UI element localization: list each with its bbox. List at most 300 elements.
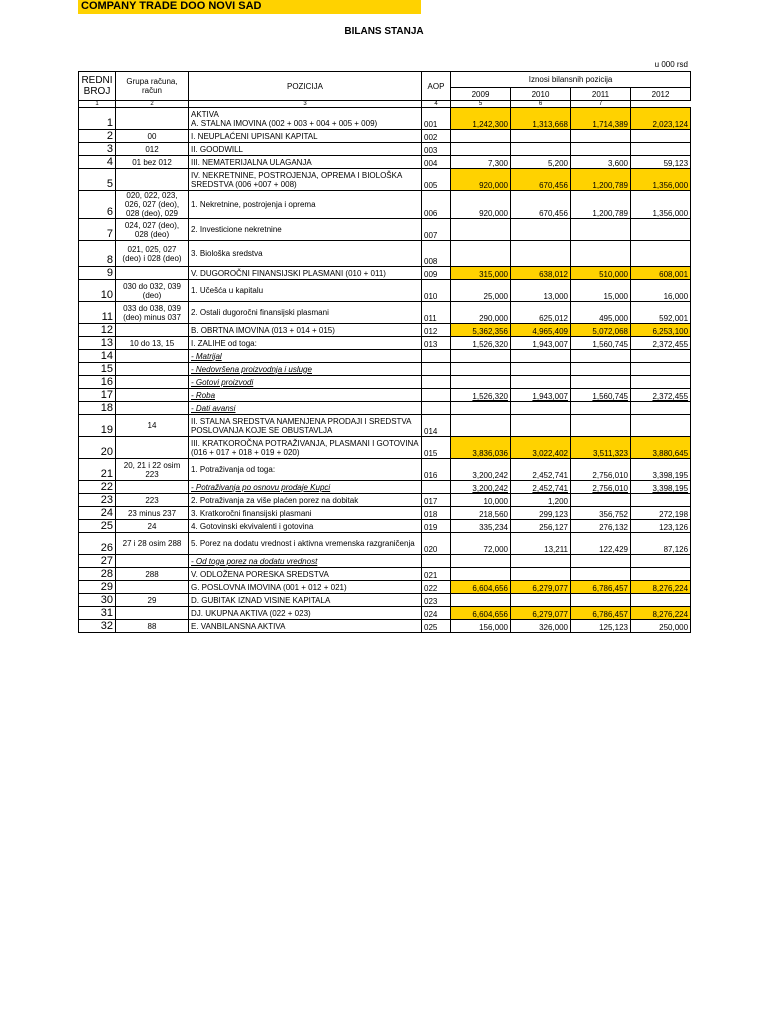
amount-value: 1,200,789 <box>571 191 631 219</box>
row-number: 17 <box>79 389 116 402</box>
amount-value: 920,000 <box>451 191 511 219</box>
amount-value <box>631 350 691 363</box>
amount-value <box>631 594 691 607</box>
row-number: 11 <box>79 302 116 324</box>
row-number: 24 <box>79 507 116 520</box>
row-number: 30 <box>79 594 116 607</box>
amount-value: 3,022,402 <box>511 437 571 459</box>
position-label: IV. NEKRETNINE, POSTROJENJA, OPREMA I BIOLOŠKA SREDSTVA (006 +007 + 008) <box>189 169 422 191</box>
account-group <box>116 389 189 402</box>
amount-value: 670,456 <box>511 191 571 219</box>
amount-value <box>451 241 511 267</box>
amount-value: 510,000 <box>571 267 631 280</box>
row-number: 22 <box>79 481 116 494</box>
position-label: 2. Potraživanja za više plaćen porez na dobitak <box>189 494 422 507</box>
aop-code: 016 <box>422 459 451 481</box>
amount-value: 315,000 <box>451 267 511 280</box>
position-label: - Potraživanja po osnovu prodaje Kupci <box>189 481 422 494</box>
amount-value: 6,786,457 <box>571 581 631 594</box>
amount-value: 6,253,100 <box>631 324 691 337</box>
amount-value <box>571 130 631 143</box>
amount-value <box>571 555 631 568</box>
account-group: 020, 022, 023, 026, 027 (deo), 028 (deo), 029 <box>116 191 189 219</box>
position-label: D. GUBITAK IZNAD VISINE KAPITALA <box>189 594 422 607</box>
amount-value: 5,362,356 <box>451 324 511 337</box>
row-number: 19 <box>79 415 116 437</box>
amount-value: 1,242,300 <box>451 108 511 130</box>
amount-value <box>631 402 691 415</box>
aop-code <box>422 555 451 568</box>
position-label: - Roba <box>189 389 422 402</box>
amount-value <box>451 594 511 607</box>
row-number: 9 <box>79 267 116 280</box>
amount-value <box>451 350 511 363</box>
table-row <box>79 481 691 494</box>
amount-value: 25,000 <box>451 280 511 302</box>
column-index: 6 <box>511 101 571 108</box>
amount-value <box>631 130 691 143</box>
row-number: 18 <box>79 402 116 415</box>
amount-value: 2,452,741 <box>511 459 571 481</box>
amount-value: 356,752 <box>571 507 631 520</box>
position-label: - Matrijal <box>189 350 422 363</box>
position-label: II. GOODWILL <box>189 143 422 156</box>
aop-code: 003 <box>422 143 451 156</box>
aop-code: 008 <box>422 241 451 267</box>
amount-value: 3,398,195 <box>631 481 691 494</box>
amount-value: 1,560,745 <box>571 337 631 350</box>
position-label: I. ZALIHE od toga: <box>189 337 422 350</box>
amount-value: 2,756,010 <box>571 481 631 494</box>
amount-value <box>571 350 631 363</box>
amount-value: 1,200,789 <box>571 169 631 191</box>
amount-value: 3,200,242 <box>451 481 511 494</box>
row-number: 2 <box>79 130 116 143</box>
position-label: 2. Ostali dugoročni finansijski plasmani <box>189 302 422 324</box>
amount-value <box>631 415 691 437</box>
position-label: E. VANBILANSNA AKTIVA <box>189 620 422 633</box>
amount-value <box>631 494 691 507</box>
amount-value: 920,000 <box>451 169 511 191</box>
amount-value: 1,313,668 <box>511 108 571 130</box>
table-row <box>79 568 691 581</box>
aop-code: 005 <box>422 169 451 191</box>
amount-value <box>511 350 571 363</box>
amount-value: 2,452,741 <box>511 481 571 494</box>
amount-value <box>451 219 511 241</box>
row-number: 16 <box>79 376 116 389</box>
amount-value <box>511 415 571 437</box>
amount-value: 1,560,745 <box>571 389 631 402</box>
account-group: 223 <box>116 494 189 507</box>
amount-value: 218,560 <box>451 507 511 520</box>
header-year: 2010 <box>511 88 571 101</box>
table-row <box>79 337 691 350</box>
amount-value: 3,600 <box>571 156 631 169</box>
account-group <box>116 607 189 620</box>
account-group <box>116 363 189 376</box>
aop-code <box>422 350 451 363</box>
amount-value <box>451 415 511 437</box>
amount-value <box>511 555 571 568</box>
row-number: 21 <box>79 459 116 481</box>
amount-value <box>511 568 571 581</box>
table-row <box>79 219 691 241</box>
account-group: 030 do 032, 039 (deo) <box>116 280 189 302</box>
amount-value: 15,000 <box>571 280 631 302</box>
table-row <box>79 324 691 337</box>
amount-value <box>451 143 511 156</box>
account-group <box>116 402 189 415</box>
amount-value <box>631 143 691 156</box>
account-group: 27 i 28 osim 288 <box>116 533 189 555</box>
position-label: I. NEUPLAĆENI UPISANI KAPITAL <box>189 130 422 143</box>
amount-value: 72,000 <box>451 533 511 555</box>
account-group: 10 do 13, 15 <box>116 337 189 350</box>
amount-value: 122,429 <box>571 533 631 555</box>
amount-value <box>511 219 571 241</box>
amount-value: 1,526,320 <box>451 389 511 402</box>
row-number: 31 <box>79 607 116 620</box>
position-label: 3. Kratkoročni finansijski plasmani <box>189 507 422 520</box>
column-index: 3 <box>189 101 422 108</box>
aop-code: 006 <box>422 191 451 219</box>
amount-value <box>571 219 631 241</box>
amount-value: 4,965,409 <box>511 324 571 337</box>
amount-value: 3,398,195 <box>631 459 691 481</box>
header-pozicija: POZICIJA <box>189 72 422 101</box>
position-label: DJ. UKUPNA AKTIVA (022 + 023) <box>189 607 422 620</box>
position-label: AKTIVA A. STALNA IMOVINA (002 + 003 + 004 + 005 + 009) <box>189 108 422 130</box>
amount-value <box>511 241 571 267</box>
table-row <box>79 520 691 533</box>
amount-value <box>511 363 571 376</box>
account-group: 20, 21 i 22 osim 223 <box>116 459 189 481</box>
amount-value <box>511 594 571 607</box>
amount-value <box>511 130 571 143</box>
amount-value: 299,123 <box>511 507 571 520</box>
position-label: 3. Biološka sredstva <box>189 241 422 267</box>
amount-value: 5,200 <box>511 156 571 169</box>
table-row <box>79 363 691 376</box>
amount-value: 335,234 <box>451 520 511 533</box>
table-row <box>79 507 691 520</box>
aop-code: 014 <box>422 415 451 437</box>
amount-value <box>451 376 511 389</box>
account-group: 033 do 038, 039 (deo) minus 037 <box>116 302 189 324</box>
row-number: 7 <box>79 219 116 241</box>
aop-code: 020 <box>422 533 451 555</box>
aop-code: 007 <box>422 219 451 241</box>
table-row <box>79 533 691 555</box>
account-group: 14 <box>116 415 189 437</box>
aop-code <box>422 363 451 376</box>
account-group: 012 <box>116 143 189 156</box>
document-title: BILANS STANJA <box>344 26 424 37</box>
position-label: II. STALNA SREDSTVA NAMENJENA PRODAJI I SREDSTVA POSLOVANJA KOJE SE OBUSTAVLJA <box>189 415 422 437</box>
row-number: 27 <box>79 555 116 568</box>
amount-value: 6,604,656 <box>451 607 511 620</box>
amount-value: 272,198 <box>631 507 691 520</box>
table-row <box>79 143 691 156</box>
company-name: COMPANY TRADE DOO NOVI SAD <box>78 0 421 14</box>
amount-value: 87,126 <box>631 533 691 555</box>
aop-code: 024 <box>422 607 451 620</box>
amount-value: 3,880,645 <box>631 437 691 459</box>
account-group <box>116 169 189 191</box>
amount-value: 156,000 <box>451 620 511 633</box>
amount-value: 670,456 <box>511 169 571 191</box>
amount-value: 3,511,323 <box>571 437 631 459</box>
row-number: 3 <box>79 143 116 156</box>
table-row <box>79 415 691 437</box>
amount-value: 13,211 <box>511 533 571 555</box>
amount-value: 250,000 <box>631 620 691 633</box>
amount-value <box>571 594 631 607</box>
amount-value: 6,279,077 <box>511 581 571 594</box>
account-group: 88 <box>116 620 189 633</box>
account-group: 021, 025, 027 (deo) i 028 (deo) <box>116 241 189 267</box>
position-label: B. OBRTNA IMOVINA (013 + 014 + 015) <box>189 324 422 337</box>
table-row <box>79 437 691 459</box>
amount-value: 3,200,242 <box>451 459 511 481</box>
amount-value <box>451 363 511 376</box>
amount-value: 7,300 <box>451 156 511 169</box>
aop-code <box>422 389 451 402</box>
aop-code: 018 <box>422 507 451 520</box>
account-group <box>116 555 189 568</box>
table-row <box>79 376 691 389</box>
aop-code <box>422 402 451 415</box>
amount-value: 625,012 <box>511 302 571 324</box>
row-number: 26 <box>79 533 116 555</box>
table-row <box>79 156 691 169</box>
table-row <box>79 594 691 607</box>
amount-value <box>451 130 511 143</box>
amount-value: 8,276,224 <box>631 607 691 620</box>
row-number: 1 <box>79 108 116 130</box>
header-aop: AOP <box>422 72 451 101</box>
aop-code: 021 <box>422 568 451 581</box>
table-row <box>79 302 691 324</box>
amount-value <box>631 555 691 568</box>
amount-value <box>451 402 511 415</box>
aop-code: 013 <box>422 337 451 350</box>
amount-value: 1,526,320 <box>451 337 511 350</box>
column-index: 7 <box>571 101 631 108</box>
account-group <box>116 324 189 337</box>
header-year: 2009 <box>451 88 511 101</box>
amount-value <box>511 376 571 389</box>
account-group <box>116 108 189 130</box>
position-label: III. KRATKOROČNA POTRAŽIVANJA, PLASMANI I GOTOVINA (016 + 017 + 018 + 019 + 020) <box>189 437 422 459</box>
amount-value: 1,943,007 <box>511 337 571 350</box>
column-index: 5 <box>451 101 511 108</box>
position-label: - Nedovršena proizvodnja i usluge <box>189 363 422 376</box>
table-row <box>79 555 691 568</box>
aop-code: 022 <box>422 581 451 594</box>
amount-value <box>631 241 691 267</box>
amount-value <box>451 555 511 568</box>
table-row <box>79 191 691 219</box>
account-group <box>116 376 189 389</box>
amount-value <box>571 402 631 415</box>
aop-code: 025 <box>422 620 451 633</box>
amount-value: 276,132 <box>571 520 631 533</box>
row-number: 15 <box>79 363 116 376</box>
position-label: 1. Potraživanja od toga: <box>189 459 422 481</box>
amount-value: 608,001 <box>631 267 691 280</box>
amount-value: 2,756,010 <box>571 459 631 481</box>
position-label: 1. Nekretnine, postrojenja i oprema <box>189 191 422 219</box>
header-year: 2011 <box>571 88 631 101</box>
position-label: 4. Gotovinski ekvivalenti i gotovina <box>189 520 422 533</box>
account-group: 288 <box>116 568 189 581</box>
table-row <box>79 620 691 633</box>
amount-value <box>631 219 691 241</box>
account-group: 24 <box>116 520 189 533</box>
row-number: 13 <box>79 337 116 350</box>
amount-value: 2,372,455 <box>631 389 691 402</box>
account-group <box>116 350 189 363</box>
amount-value: 16,000 <box>631 280 691 302</box>
amount-value: 592,001 <box>631 302 691 324</box>
table-row <box>79 402 691 415</box>
table-row <box>79 241 691 267</box>
aop-code: 023 <box>422 594 451 607</box>
header-iznosi: Iznosi bilansnih pozicija <box>451 72 691 88</box>
amount-value: 2,023,124 <box>631 108 691 130</box>
row-number: 6 <box>79 191 116 219</box>
amount-value <box>451 568 511 581</box>
account-group <box>116 581 189 594</box>
table-row <box>79 280 691 302</box>
account-group: 29 <box>116 594 189 607</box>
aop-code: 009 <box>422 267 451 280</box>
header-grupa: Grupa računa, račun <box>116 72 189 101</box>
amount-value: 6,604,656 <box>451 581 511 594</box>
balance-sheet-table <box>78 71 691 633</box>
table-row <box>79 350 691 363</box>
amount-value: 6,279,077 <box>511 607 571 620</box>
amount-value: 1,200 <box>511 494 571 507</box>
table-row <box>79 130 691 143</box>
header-year: 2012 <box>631 88 691 101</box>
amount-value: 1,356,000 <box>631 169 691 191</box>
amount-value <box>571 143 631 156</box>
account-group <box>116 267 189 280</box>
row-number: 32 <box>79 620 116 633</box>
position-label: - Gotovi proizvodi <box>189 376 422 389</box>
aop-code: 011 <box>422 302 451 324</box>
amount-value: 638,012 <box>511 267 571 280</box>
position-label: III. NEMATERIJALNA ULAGANJA <box>189 156 422 169</box>
aop-code <box>422 376 451 389</box>
header-redni-broj: REDNI BROJ <box>79 72 116 101</box>
amount-value <box>571 568 631 581</box>
amount-value <box>571 415 631 437</box>
row-number: 10 <box>79 280 116 302</box>
amount-value: 5,072,068 <box>571 324 631 337</box>
table-row <box>79 169 691 191</box>
table-row <box>79 267 691 280</box>
row-number: 25 <box>79 520 116 533</box>
amount-value <box>631 376 691 389</box>
column-index: 2 <box>116 101 189 108</box>
account-group <box>116 481 189 494</box>
amount-value: 256,127 <box>511 520 571 533</box>
amount-value: 326,000 <box>511 620 571 633</box>
aop-code: 004 <box>422 156 451 169</box>
account-group: 024, 027 (deo), 028 (deo) <box>116 219 189 241</box>
position-label: V. ODLOŽENA PORESKA SREDSTVA <box>189 568 422 581</box>
position-label: V. DUGOROČNI FINANSIJSKI PLASMANI (010 + 011) <box>189 267 422 280</box>
aop-code: 002 <box>422 130 451 143</box>
amount-value: 2,372,455 <box>631 337 691 350</box>
row-number: 28 <box>79 568 116 581</box>
row-number: 8 <box>79 241 116 267</box>
table-row <box>79 581 691 594</box>
amount-value: 6,786,457 <box>571 607 631 620</box>
amount-value <box>631 568 691 581</box>
aop-code: 010 <box>422 280 451 302</box>
currency-unit: u 000 rsd <box>654 60 688 69</box>
position-label: - Dati avansi <box>189 402 422 415</box>
table-row <box>79 494 691 507</box>
aop-code: 017 <box>422 494 451 507</box>
amount-value: 290,000 <box>451 302 511 324</box>
amount-value: 1,356,000 <box>631 191 691 219</box>
amount-value <box>571 376 631 389</box>
amount-value: 1,943,007 <box>511 389 571 402</box>
account-group: 00 <box>116 130 189 143</box>
aop-code: 001 <box>422 108 451 130</box>
amount-value: 1,714,389 <box>571 108 631 130</box>
amount-value: 59,123 <box>631 156 691 169</box>
amount-value: 3,836,036 <box>451 437 511 459</box>
table-row <box>79 607 691 620</box>
account-group: 23 minus 237 <box>116 507 189 520</box>
position-label: 2. Investicione nekretnine <box>189 219 422 241</box>
position-label: - Od toga porez na dodatu vrednost <box>189 555 422 568</box>
row-number: 14 <box>79 350 116 363</box>
column-index: 4 <box>422 101 451 108</box>
account-group <box>116 437 189 459</box>
row-number: 29 <box>79 581 116 594</box>
row-number: 4 <box>79 156 116 169</box>
aop-code: 019 <box>422 520 451 533</box>
amount-value <box>631 363 691 376</box>
row-number: 20 <box>79 437 116 459</box>
column-index: 1 <box>79 101 116 108</box>
amount-value <box>571 494 631 507</box>
amount-value <box>511 402 571 415</box>
row-number: 12 <box>79 324 116 337</box>
amount-value <box>571 241 631 267</box>
table-row <box>79 459 691 481</box>
aop-code: 015 <box>422 437 451 459</box>
aop-code <box>422 481 451 494</box>
table-row <box>79 389 691 402</box>
account-group: 01 bez 012 <box>116 156 189 169</box>
amount-value <box>511 143 571 156</box>
amount-value: 495,000 <box>571 302 631 324</box>
row-number: 23 <box>79 494 116 507</box>
position-label: 1. Učešća u kapitalu <box>189 280 422 302</box>
position-label: 5. Porez na dodatu vrednost i aktivna vremenska razgraničenja <box>189 533 422 555</box>
amount-value: 13,000 <box>511 280 571 302</box>
row-number: 5 <box>79 169 116 191</box>
